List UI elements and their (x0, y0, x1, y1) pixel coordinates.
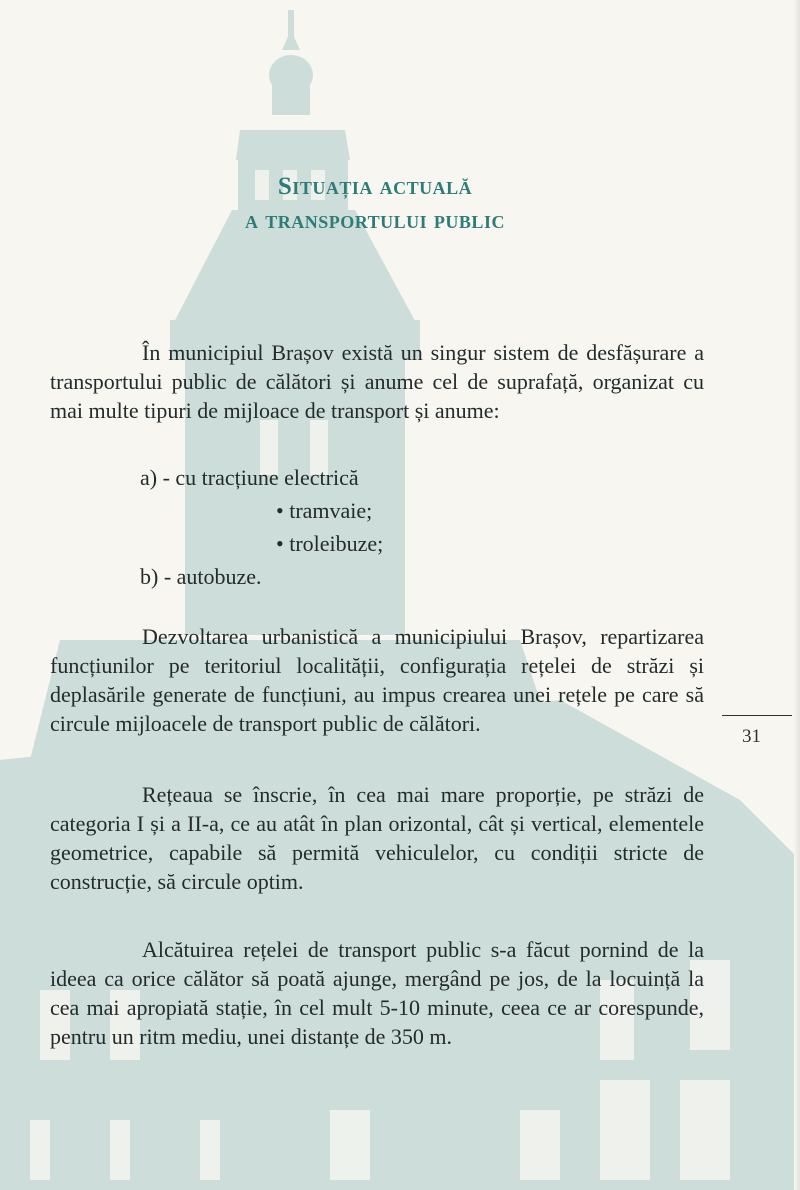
paragraph-4: Alcătuirea rețelei de transport public s-a făcut pornind de la ideea ca orice călător să poată ajunge, mergând pe jos, de la locuință la cea mai apropiată stație, în cel mult 5-10 minute, ceea ce ar corespunde, pentru un ritm mediu, unei distanțe de 350 m. (50, 937, 704, 1049)
page-gutter-shadow (794, 0, 800, 1190)
list-item-a: a) - cu tracțiune electrică (140, 465, 359, 490)
page-number: 31 (742, 726, 761, 747)
paragraph-intro (50, 338, 704, 425)
paragraph-network (50, 780, 704, 896)
title-line-1: Situația actuală (277, 173, 473, 200)
section-title (150, 170, 600, 238)
bullet-item-tramvaie: • tramvaie; (276, 498, 373, 523)
paragraph-2: Dezvoltarea urbanistică a municipiului Brașov, repartizarea funcțiunilor pe teritoriul localității, configurația rețelei de străzi și deplasările generate de funcțiuni, au impus crearea unei rețele pe care să circule mijloacele de transport public de călători. (50, 624, 704, 736)
bullet-item-troleibuze: • troleibuze; (276, 531, 384, 556)
paragraph-3: Rețeaua se înscrie, în cea mai mare proporție, pe străzi de categoria I și a II-a, ce au atât în plan orizontal, cât și vertical, elementele geometrice, capabile să permită vehiculelor, cu condiții stricte de construcție, să circule optim. (50, 782, 704, 894)
paragraph-development (50, 622, 704, 738)
page-number-rule (722, 715, 792, 716)
paragraph-composition (50, 935, 704, 1051)
paragraph-1: În municipiul Brașov există un singur sistem de desfășurare a transportului public de călători și anume cel de suprafață, organizat cu mai multe tipuri de mijloace de transport și anume: (50, 340, 704, 423)
list-item-b: b) - autobuze. (140, 564, 262, 589)
title-line-2: a transportului public (245, 207, 505, 234)
